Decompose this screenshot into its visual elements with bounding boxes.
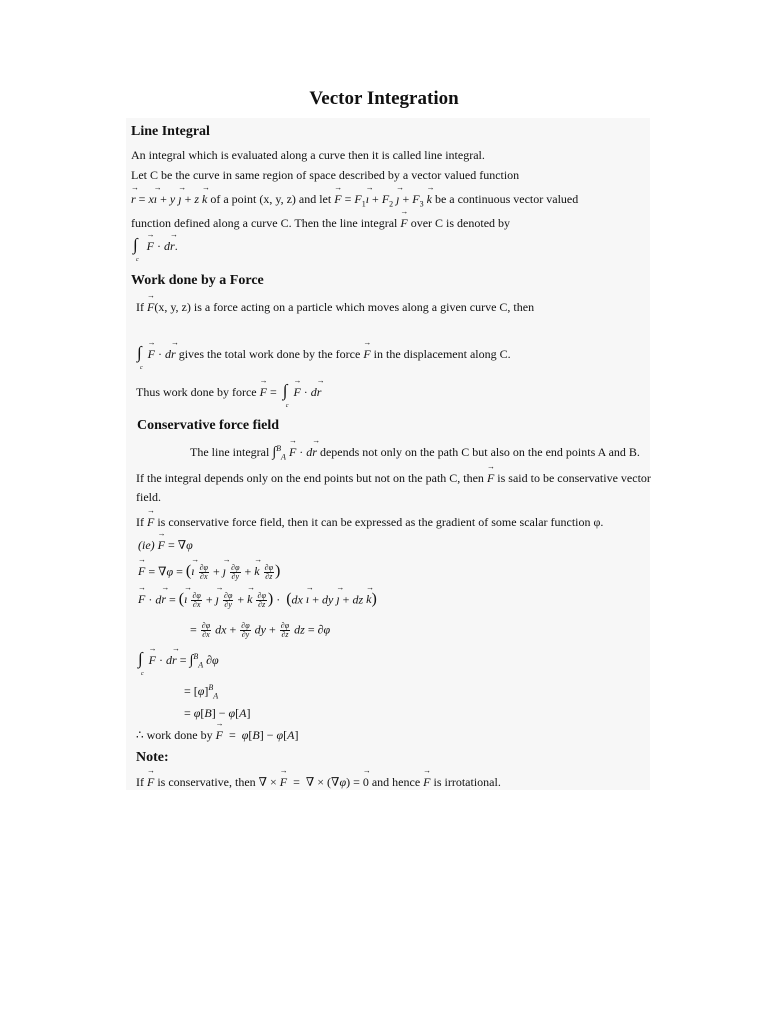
work-force-text: (x, y, z) is a force acting on a particle which moves along a given curve C, then <box>154 300 535 314</box>
continuous-text: be a continuous vector valued <box>434 192 579 206</box>
work-force-line: If → F(x, y, z) is a force acting on a particle which moves along a given curve C, then <box>136 300 534 314</box>
conservative-expressed-text: is conservative force field, then it can be expressed as the gradient of some scalar function φ. <box>157 515 604 529</box>
dot-product-equation: → F · d→ r = (→ ı $\frac{\partial\varphi}{\partial x}$ + → ȷ $\frac{\partial\varphi}{\partial y}$ + → k $\frac{\partial\varphi}{\partial z}$ ) · (dx → ı + dy → ȷ + dz → k) <box>138 592 377 609</box>
evaluated-equation: = $[\varphi]^B_A$ <box>184 683 219 701</box>
difference-equation: = φ[B] − φ[A] <box>184 706 251 720</box>
position-vector-line: → r = x→ ı + y → ȷ + z → k of a point (x, y, z) and let → $F = F_1\to$ ı + $F_2$ → ȷ + $F_3 \to k$ be a continuous vector valued <box>131 192 578 206</box>
defined-text: function defined along a curve C. Then the line integral <box>131 216 398 230</box>
conservative-if-text: If <box>136 515 144 529</box>
conservative-if-integral-text: If the integral depends only on the end points but not on the path C, then <box>136 471 484 485</box>
note-line: If → F is conservative, then ∇ × → F = ∇ × (∇φ) = → 0 and hence → F is irrotational. <box>136 775 501 789</box>
work-if-text: If <box>136 300 144 314</box>
gradient-equation: → F = ∇φ = (→ ı $\frac{\partial\varphi}{\partial x}$ + → ȷ $\frac{\partial\varphi}{\partial y}$ + → k $\frac{\partial\varphi}{\partial z}$ ) <box>138 564 280 581</box>
defined-line: function defined along a curve C. Then the line integral → F over C is denoted by <box>131 216 510 230</box>
conservative-field-text: field. <box>136 490 161 504</box>
page-title: Vector Integration <box>309 88 459 109</box>
work-gives-text: gives the total work done by the force <box>178 347 361 361</box>
ie-text: (ie) <box>138 538 155 552</box>
integral-equation: ∫ c → F · d→ r = ∫$^B_A$ ∂φ <box>138 652 219 668</box>
note-heading: Note: <box>136 750 169 765</box>
note-hence-text: and hence <box>371 775 421 789</box>
conservative-gradient-line: If → F is conservative force field, then it can be expressed as the gradient of some scalar function φ. <box>136 515 603 529</box>
line-integral-definition: An integral which is evaluated along a curve then it is called line integral. <box>131 148 485 162</box>
conservative-heading: Conservative force field <box>137 418 280 433</box>
conservative-line-integral: The line integral ∫$^B_A$ → F · d→ r depends not only on the path C but also on the end points A and B. <box>190 445 640 460</box>
work-heading: Work done by a Force <box>131 273 264 288</box>
expanded-equation: = $\frac{\partial\varphi}{\partial x}$ dx + $\frac{\partial\varphi}{\partial y}$ dy + $\frac{\partial\varphi}{\partial z}$ dz = ∂φ <box>190 621 331 639</box>
conservative-depends-text: depends not only on the path C but also on the end points A and B. <box>319 445 640 459</box>
work-thus-text: Thus work done by force <box>136 385 257 399</box>
work-done-result: ∴ work done by → F = φ[B] − φ[A] <box>136 728 298 742</box>
over-c-text: over C is denoted by <box>410 216 511 230</box>
work-thus-line: Thus work done by force → F = ∫ c → F · d→ r <box>136 384 321 399</box>
conservative-said-text: is said to be conservative vector <box>497 471 651 485</box>
work-gives-line: ∫ c → F · d→ r gives the total work done by the force → F in the displacement along C. <box>137 346 511 361</box>
ie-equation: (ie) → F = ∇φ <box>138 538 193 552</box>
conservative-line-integral-text: The line integral <box>190 445 270 459</box>
line-integral-formula: ∫ c → F · d→ r. <box>133 238 178 253</box>
line-integral-heading: Line Integral <box>131 124 210 139</box>
note-if-text: If <box>136 775 144 789</box>
therefore-text: ∴ work done by <box>136 728 213 742</box>
line-integral-intro: Let C be the curve in same region of space described by a vector valued function <box>131 168 520 182</box>
note-irrotational-text: is irrotational. <box>433 775 501 789</box>
of-point-text: of a point (x, y, z) and let <box>210 192 332 206</box>
note-conservative-text: is conservative, then ∇ × <box>157 775 277 789</box>
work-displacement-text: in the displacement along C. <box>373 347 511 361</box>
conservative-if-integral-line: If the integral depends only on the end points but not on the path C, then → F is said to be conservative vector <box>136 471 651 485</box>
